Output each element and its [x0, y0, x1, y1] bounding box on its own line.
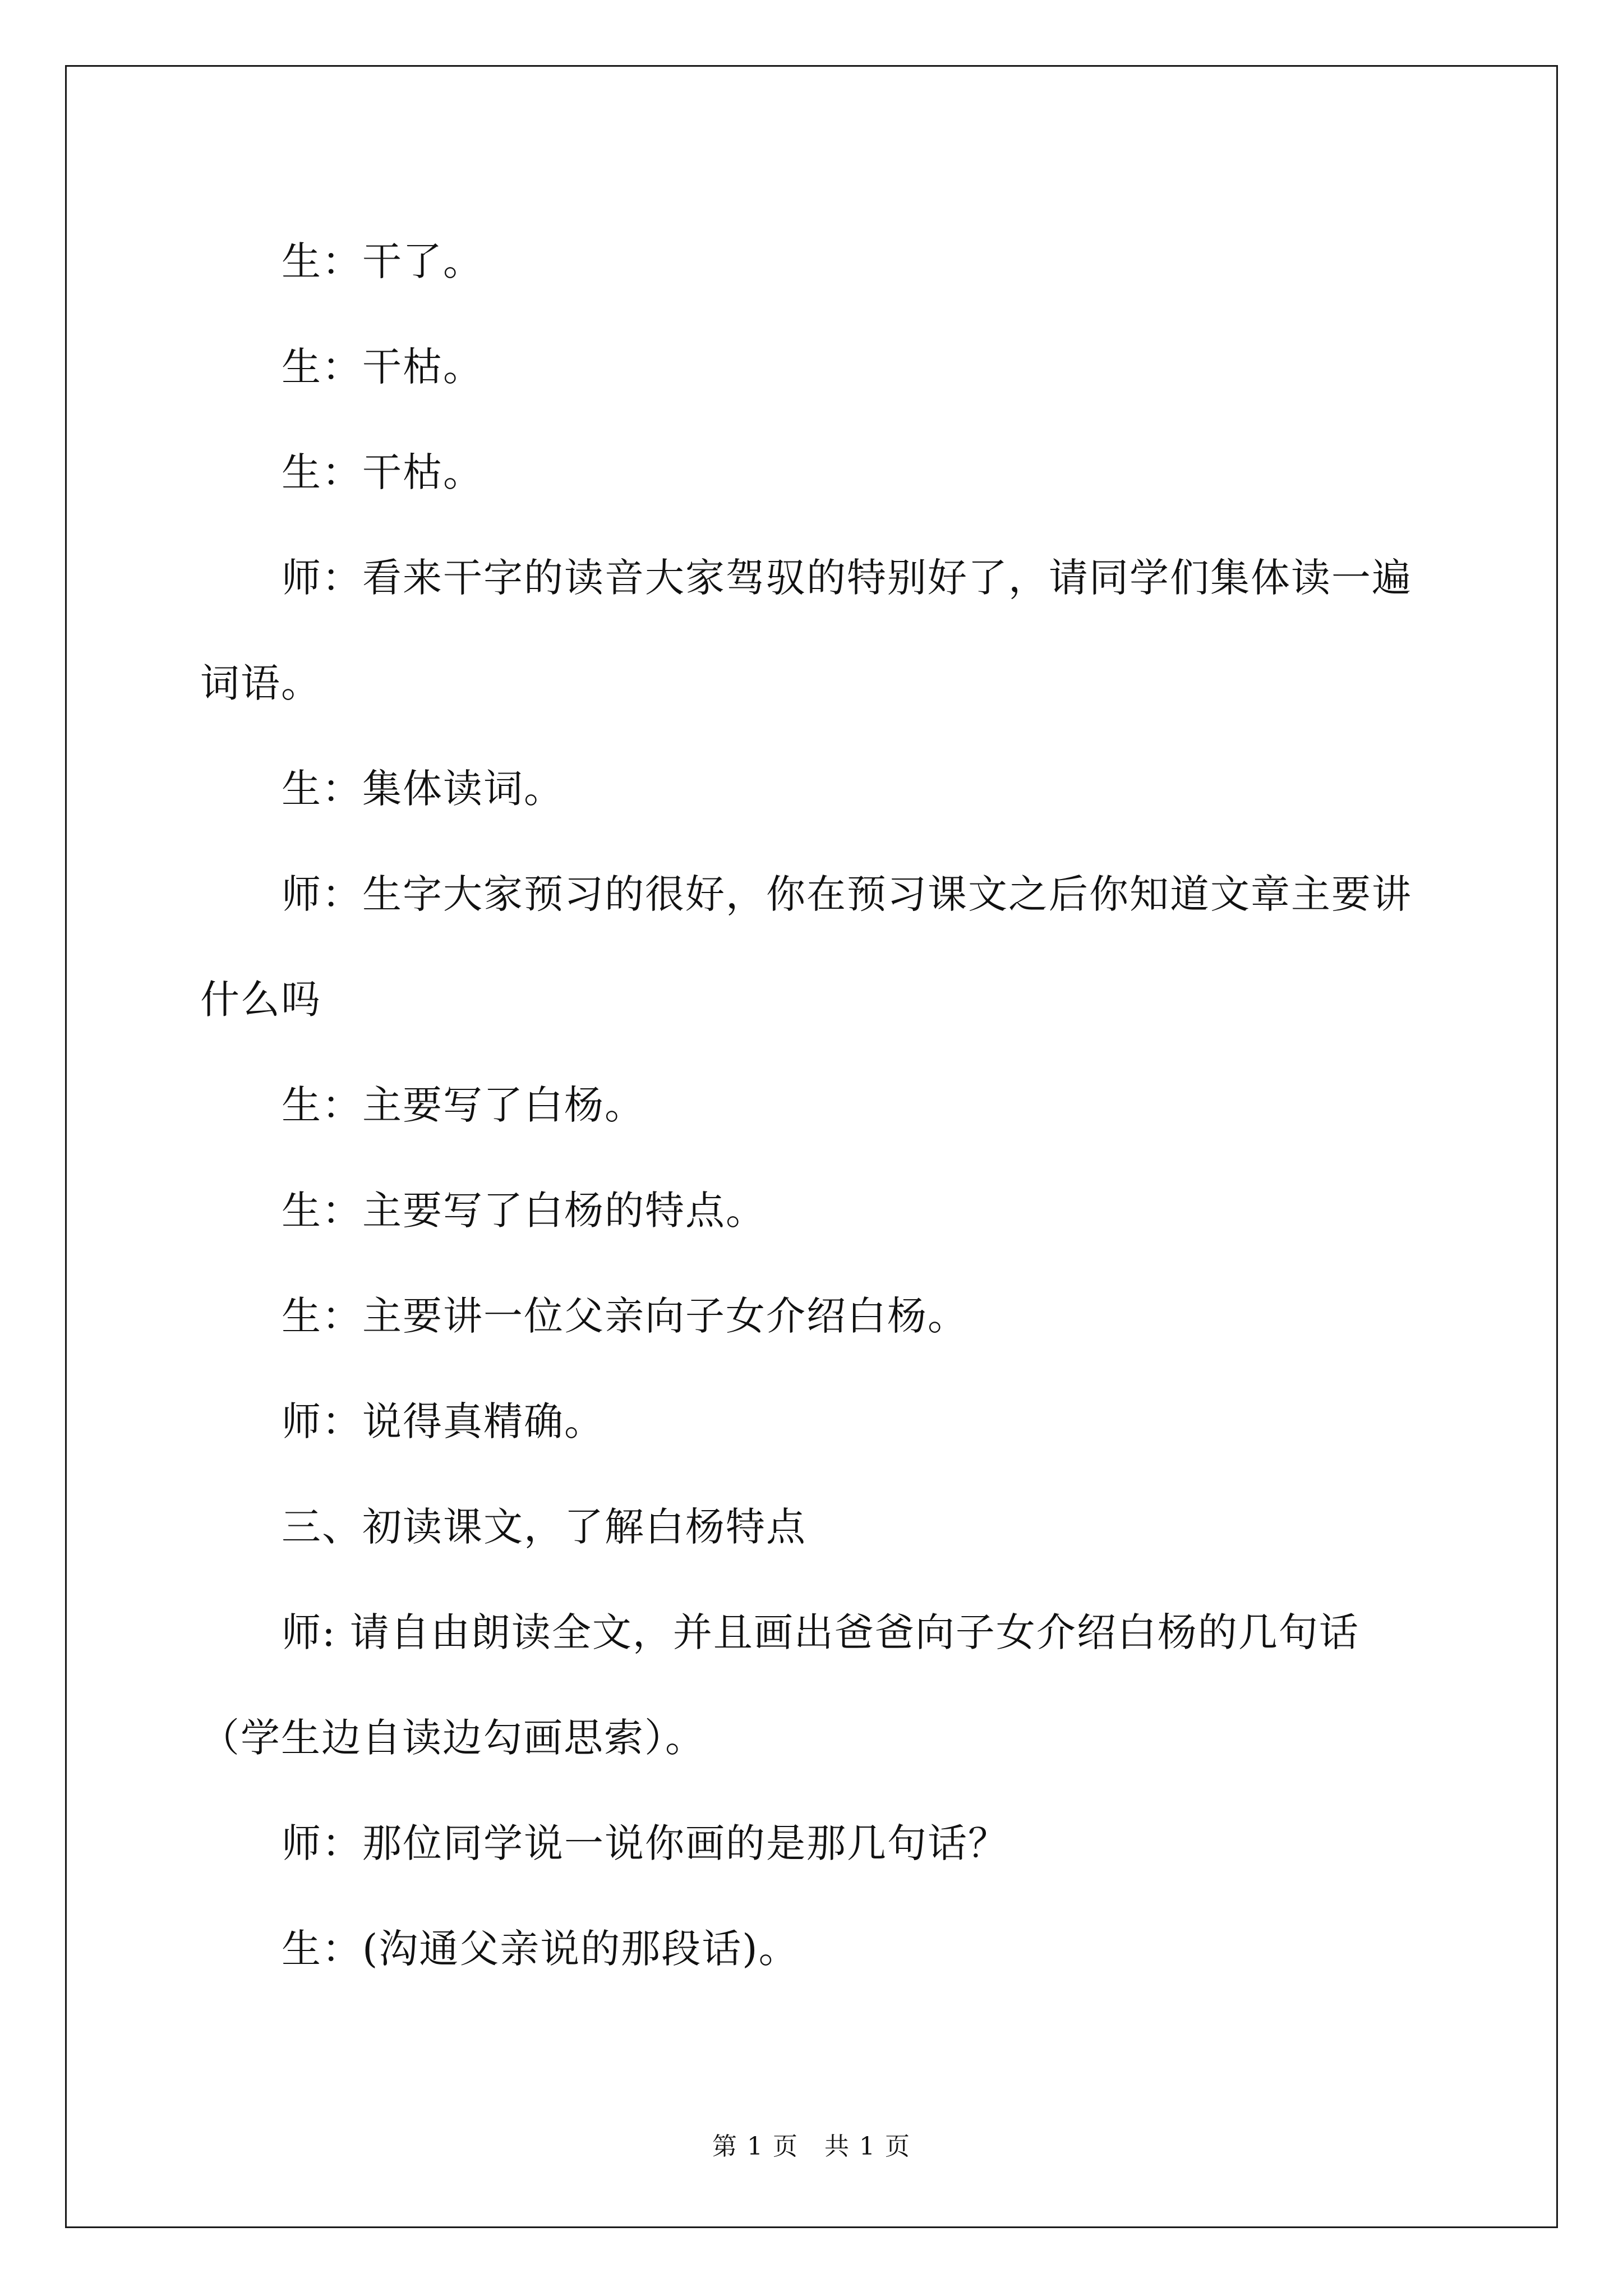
paragraph: 生：干枯。: [282, 449, 483, 495]
paragraph: 生：主要写了白杨的特点。: [282, 1188, 766, 1234]
paragraph: 生：干枯。: [282, 344, 483, 390]
paragraph: 师：看来干字的读音大家驾驭的特别好了，请同学们集体读一遍词语。: [200, 555, 1412, 706]
paragraph: 师：那位同学说一说你画的是那几句话？: [282, 1820, 1008, 1866]
document-body: [200, 209, 1434, 2001]
paragraph: 生：干了。: [282, 238, 483, 284]
paragraph: 生：主要讲一位父亲向子女介绍白杨。: [282, 1293, 968, 1339]
paragraph: 生：集体读词。: [282, 766, 564, 812]
paragraph: 生：(沟通父亲说的那段话)。: [282, 1926, 799, 1972]
paragraph: 生：主要写了白杨。: [282, 1082, 645, 1128]
paragraph: 师：说得真精确。: [282, 1398, 605, 1444]
page-number: 第 1 页 共 1 页: [712, 2132, 911, 2161]
section-heading: 三、初读课文，了解白杨特点: [282, 1504, 806, 1550]
paragraph: 师: 请自由朗读全文，并且画出爸爸向子女介绍白杨的几句话（学生边自读边勾画思索）。: [200, 1609, 1359, 1761]
paragraph: 师：生字大家预习的很好，你在预习课文之后你知道文章主要讲什么吗: [200, 871, 1412, 1023]
